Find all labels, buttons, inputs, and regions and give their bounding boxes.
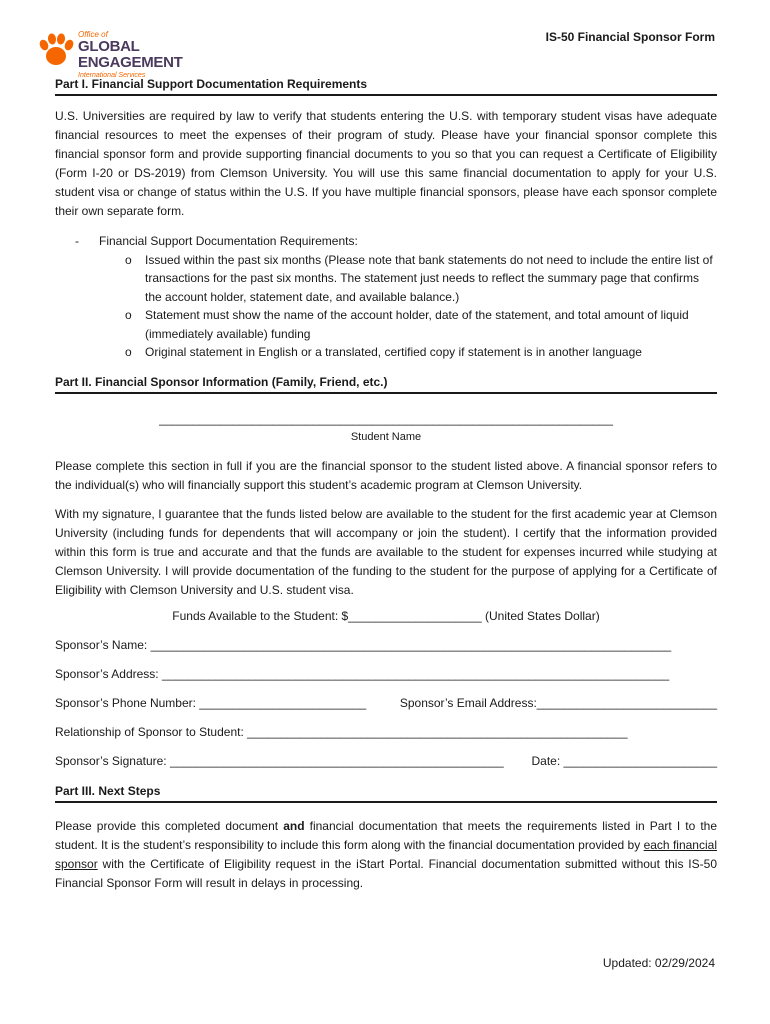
requirements-list-title: Financial Support Documentation Requirements:	[99, 234, 358, 248]
part1-divider	[55, 94, 717, 96]
next-steps-text-part: with the Certificate of Eligibility request in the iStart Portal. Financial documentation submitted without this IS-50 Financial Sponsor Form will result in delays in processing.	[55, 857, 717, 890]
part2-intro-paragraph	[55, 457, 717, 495]
sponsor-phone-field[interactable]: Sponsor’s Phone Number: _________________________	[55, 696, 367, 710]
funds-available-field[interactable]: Funds Available to the Student: $____________________ (United States Dollar)	[172, 609, 600, 623]
bullet-marker: o	[125, 308, 132, 322]
part3-divider	[55, 801, 717, 803]
next-steps-text-part: financial documentation that meets the requirements listed in Part I to the student. It is the student’s responsibility to include this form along with the financial documentation provided by	[55, 819, 718, 852]
bullet-marker: o	[125, 345, 132, 359]
next-steps-text-part: Please provide this completed document	[55, 819, 284, 833]
office-logo	[38, 30, 198, 79]
sponsor-contact-row	[55, 696, 717, 710]
list-item	[55, 306, 717, 343]
logo-sub-text: International Services	[78, 72, 146, 79]
part2-divider	[55, 392, 717, 394]
list-item-text: Statement must show the name of the account holder, date of the statement, and total amount of liquid (immediately available) funding	[145, 308, 689, 341]
part1-paragraph	[55, 107, 717, 221]
relationship-field[interactable]: Relationship of Sponsor to Student: _________________________________________________________	[55, 725, 628, 739]
list-item-text: Original statement in English or a translated, certified copy if statement is in another language	[145, 345, 642, 359]
updated-date: Updated: 02/29/2024	[602, 956, 715, 970]
student-name-line[interactable]: ____________________________________________________________________	[159, 412, 613, 426]
guarantee-text: With my signature, I guarantee that the funds listed below are available to the student for the first academic year at Clemson University (including funds for dependents that will accompany or join the student). I certify that the information provided within this form is true and accurate and that the funds are available to the student for expenses incurred while studying at Clemson University. I will provide documentation of the funding to the student for the purpose of applying for a Certificate of Eligibility with Clemson University and U.S. student visa.	[55, 507, 717, 597]
sponsor-signature-field[interactable]: Sponsor’s Signature: __________________________________________________	[55, 754, 504, 768]
signature-row	[55, 754, 717, 768]
form-title: IS-50 Financial Sponsor Form	[545, 30, 715, 44]
sponsor-email-field[interactable]: Sponsor’s Email Address:___________________________	[399, 696, 717, 710]
next-steps-text	[55, 817, 717, 893]
list-item-text: Issued within the past six months (Please note that bank statements do not need to include the entire list of transactions for the past six months. The statement just needs to reflect the summary page that confirms the account holder, statement date, and available balance.)	[145, 252, 713, 304]
next-steps-bold-text: and	[283, 819, 305, 833]
part1-paragraph-text: U.S. Universities are required by law to verify that students entering the U.S. with temporary student visas have adequate financial resources to meet the expenses of their program of study. Please have your financial sponsor complete this financial sponsor form and provide supporting financial documents to you so that you can request a Certificate of Eligibility (Form I-20 or DS-2019) from Clemson University. You will use this same financial documentation to apply for your U.S. student visa or change of status within the U.S. If you have multiple financial sponsors, please have each sponsor complete their own separate form.	[55, 109, 717, 218]
sponsor-name-field[interactable]: Sponsor’s Name: ______________________________________________________________________________	[55, 638, 672, 652]
part3-heading: Part III. Next Steps	[55, 784, 161, 798]
next-steps-paragraph	[55, 817, 717, 893]
date-field[interactable]: Date: _______________________	[531, 754, 717, 768]
part1-heading: Part I. Financial Support Documentation Requirements	[55, 77, 368, 91]
requirements-list-title-row	[55, 232, 717, 251]
paw-icon	[38, 32, 74, 68]
list-item	[55, 251, 717, 307]
requirements-list	[55, 232, 717, 362]
logo-office-text: Office of	[78, 30, 108, 39]
next-steps-underlined-text: each financial sponsor	[55, 838, 717, 871]
part2-intro-text: Please complete this section in full if you are the financial sponsor to the student listed above. A financial sponsor refers to the individual(s) who will financially support this student’s academic program at Clemson University.	[55, 459, 717, 492]
dash-marker: -	[75, 234, 79, 248]
guarantee-paragraph	[55, 505, 717, 600]
bullet-marker: o	[125, 252, 132, 267]
student-name-label: Student Name	[350, 431, 422, 443]
list-item	[55, 343, 717, 362]
sponsor-address-field[interactable]: Sponsor’s Address: ____________________________________________________________________________	[55, 667, 670, 681]
logo-main-text: GLOBAL ENGAGEMENT	[78, 38, 183, 71]
part2-heading: Part II. Financial Sponsor Information (Family, Friend, etc.)	[55, 375, 388, 389]
